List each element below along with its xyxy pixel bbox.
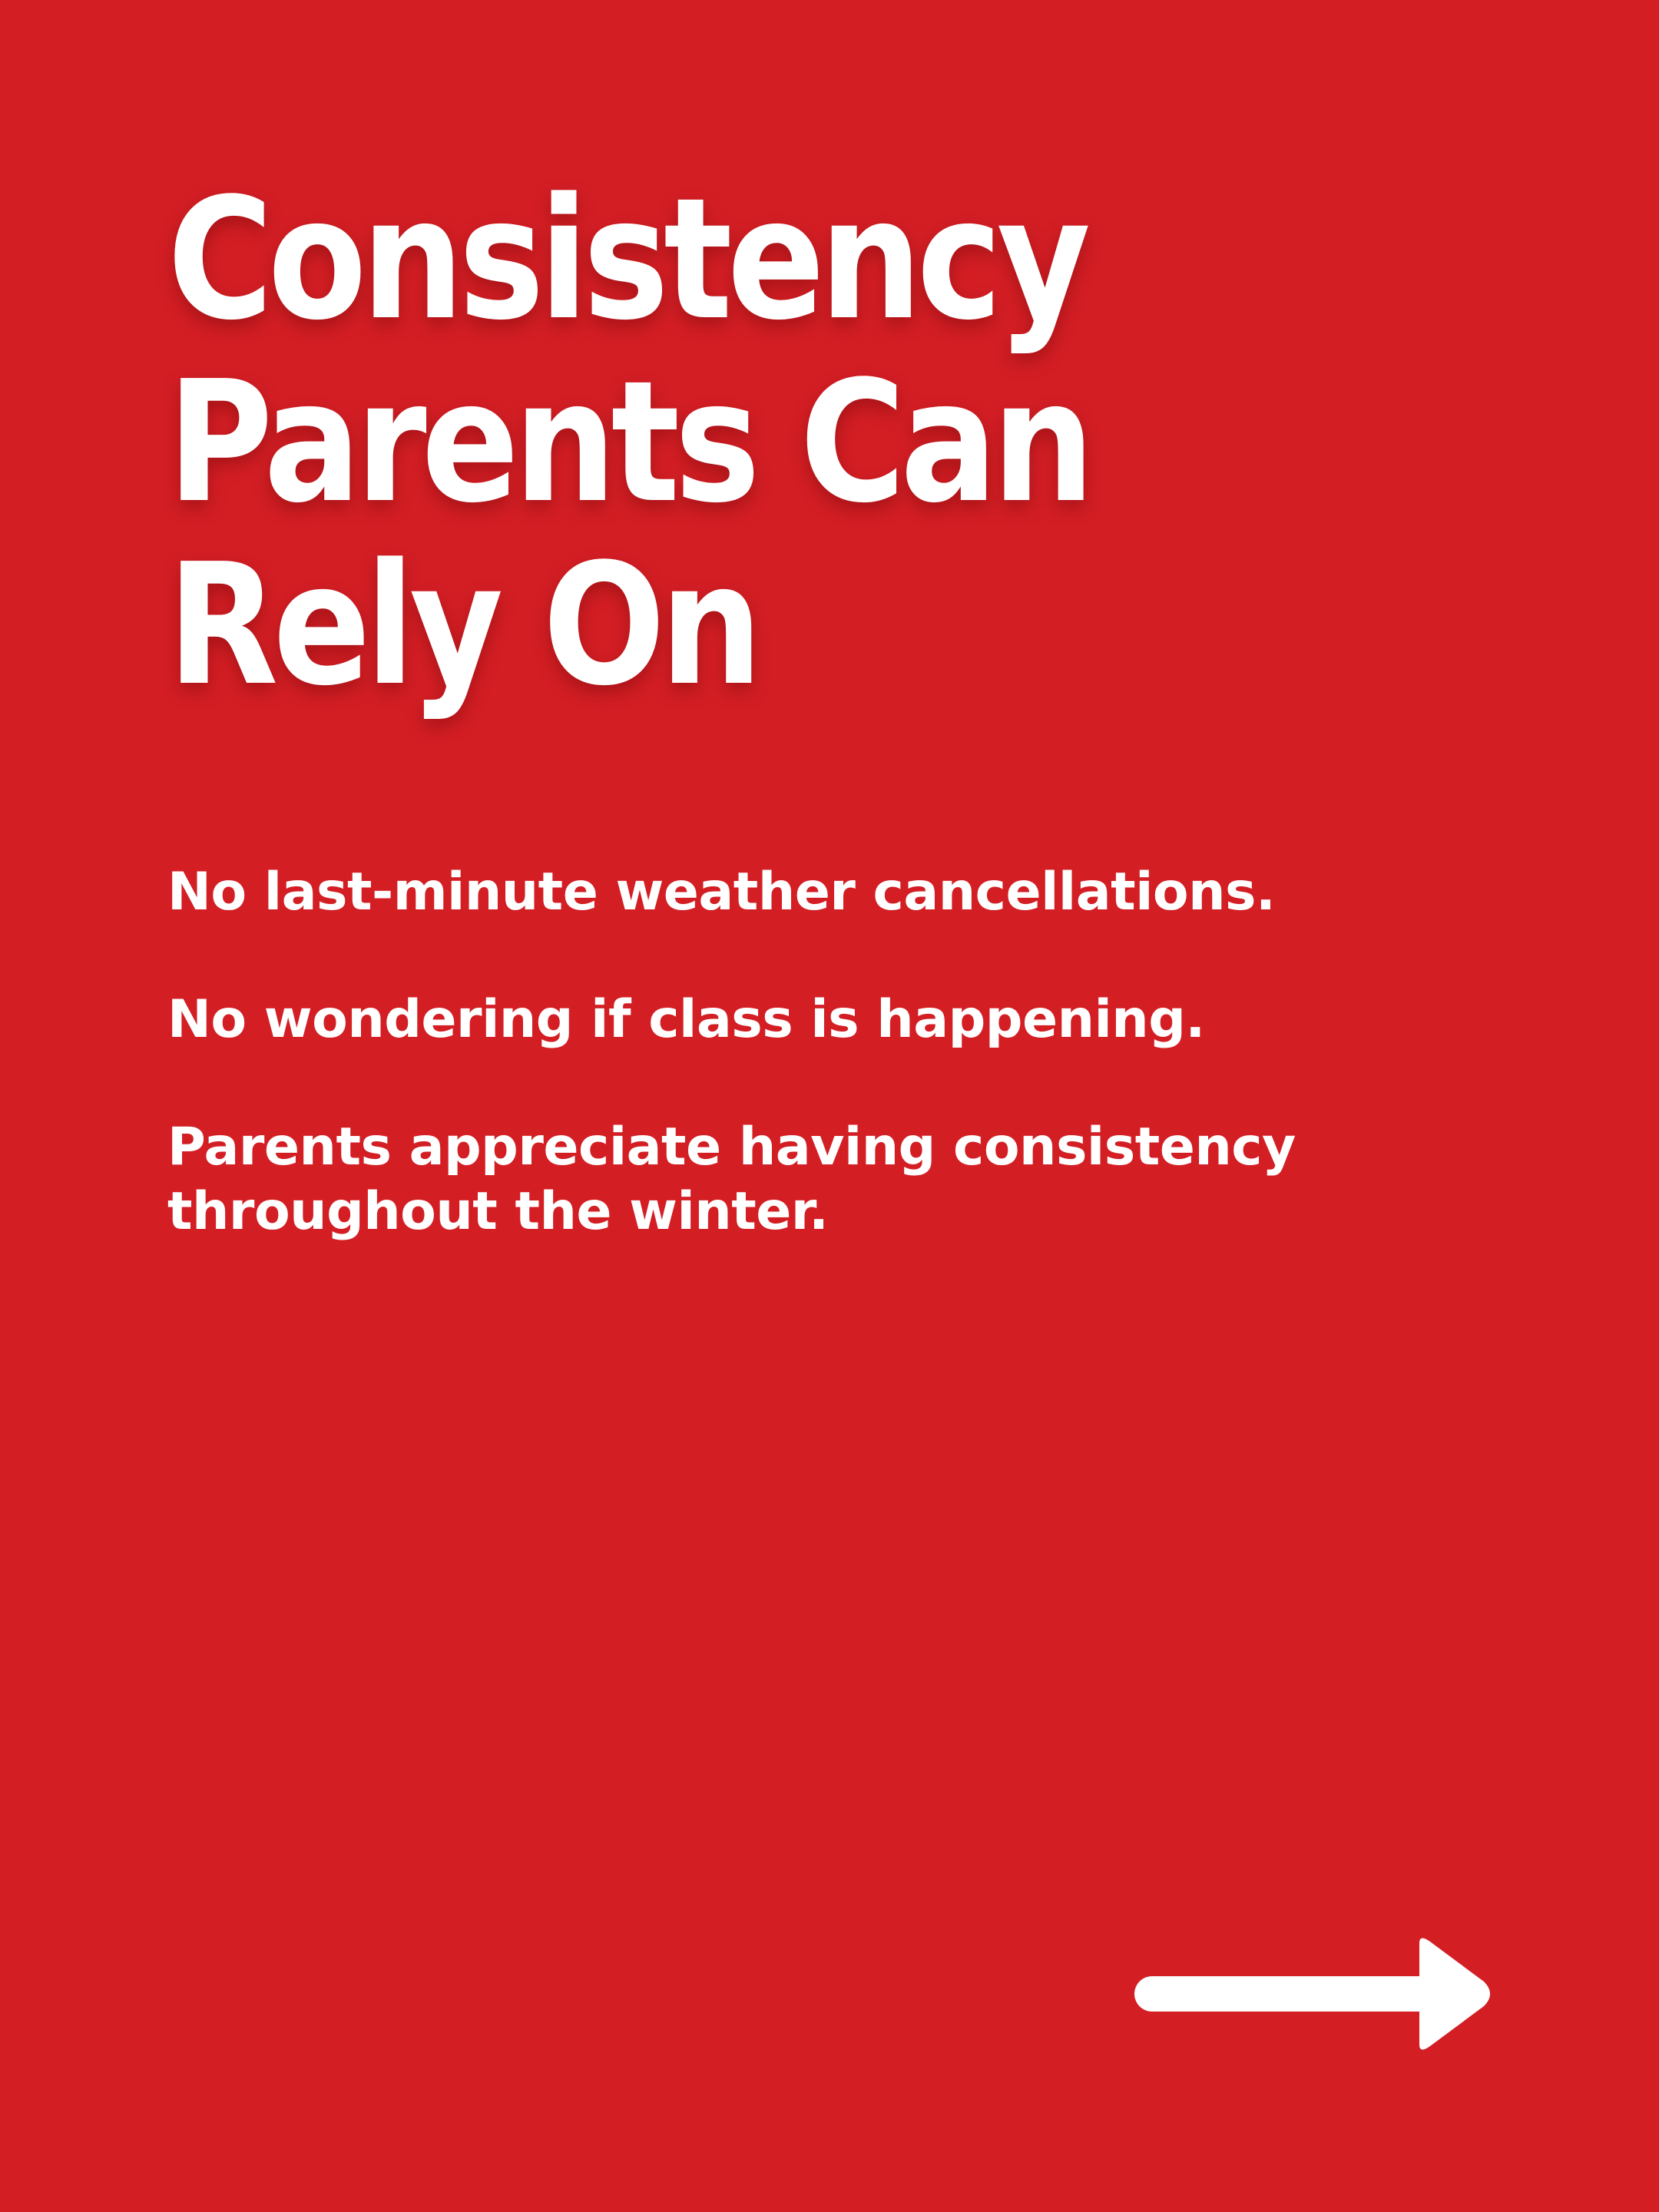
body-copy bbox=[167, 860, 1396, 1307]
headline-line-3: Rely On bbox=[167, 528, 757, 723]
paragraph-weather: No last-minute weather cancellations. bbox=[167, 862, 1276, 922]
paragraph-consistency: Parents appreciate having consistency throughout the winter. bbox=[167, 1117, 1296, 1242]
headline-line-2: Parents Can bbox=[167, 346, 1090, 540]
page-title bbox=[167, 163, 1158, 723]
paragraph-class: No wondering if class is happening. bbox=[167, 989, 1205, 1050]
arrow-right-icon[interactable] bbox=[1129, 1936, 1498, 2058]
headline-line-1: Consistency bbox=[167, 163, 1086, 357]
